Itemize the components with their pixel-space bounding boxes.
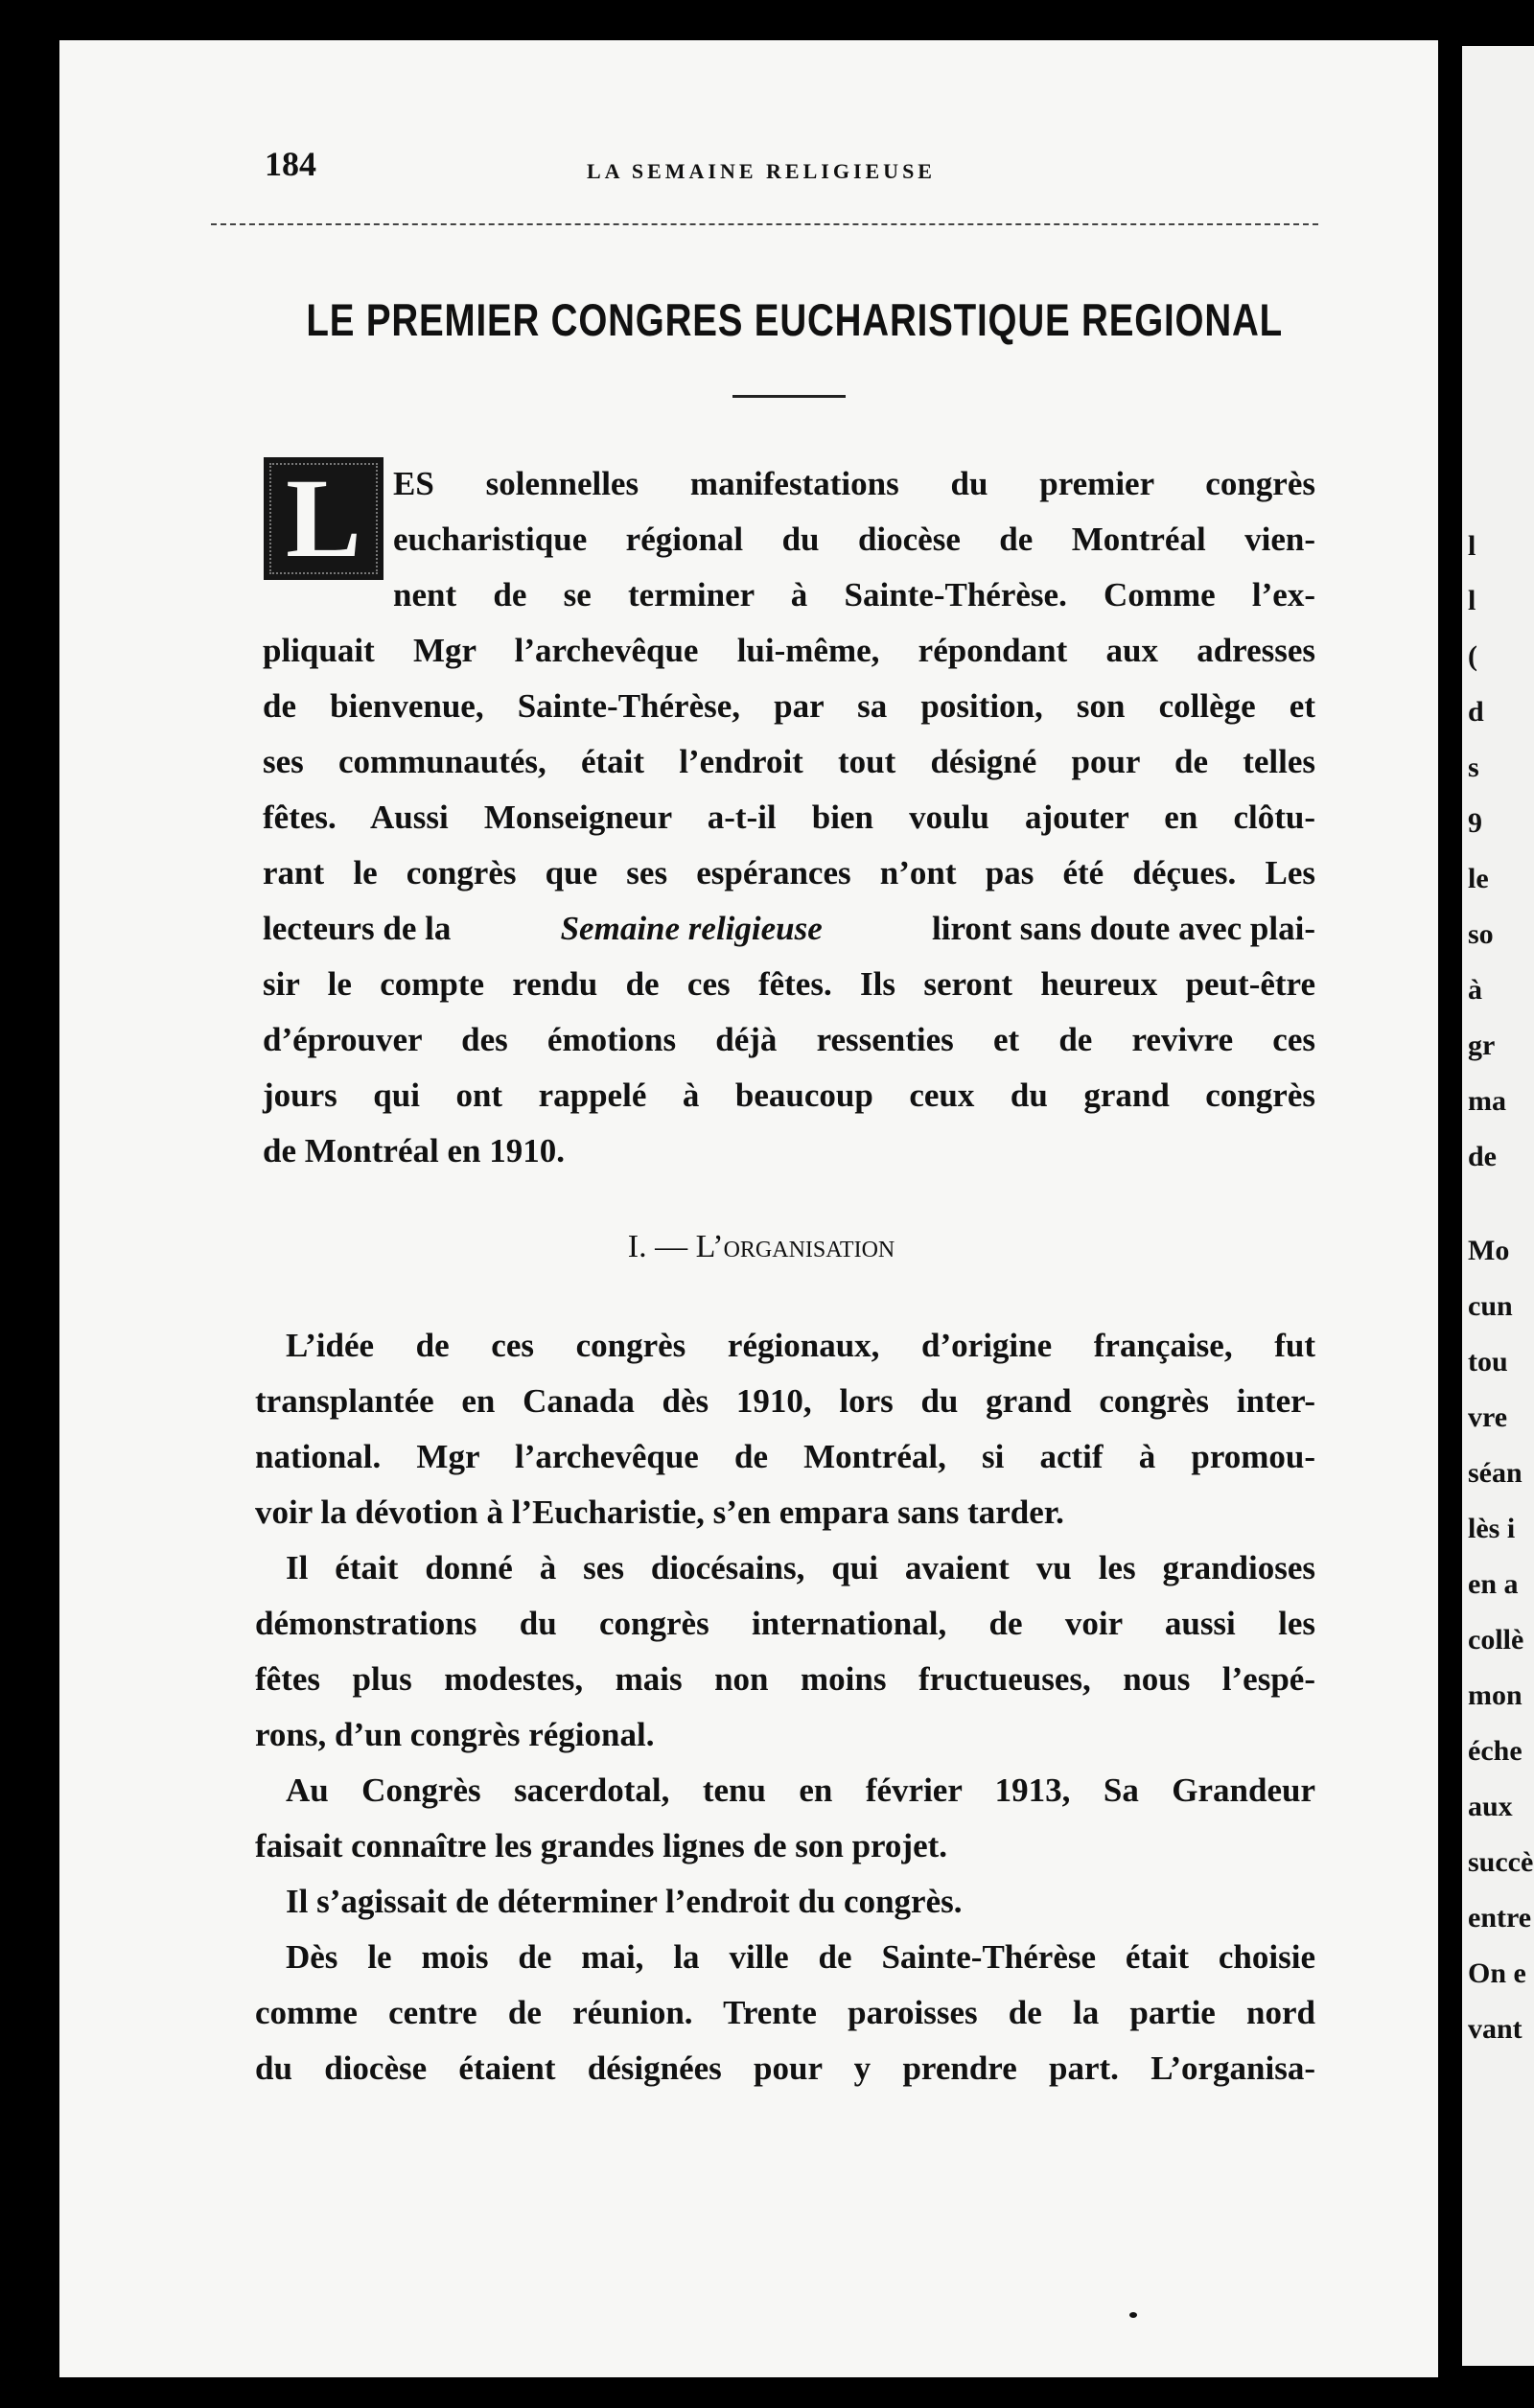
facing-fragment: collè: [1468, 1624, 1524, 1656]
text-line: eucharistique régional du diocèse de Montréal vien-: [393, 521, 1315, 558]
text-line: du diocèse étaient désignées pour y prendre part. L’organisa-: [255, 2049, 1315, 2087]
facing-page-edge: [1462, 46, 1534, 2366]
text-line: fêtes plus modestes, mais non moins fructueuses, nous l’espé-: [255, 1660, 1315, 1698]
title-rule: [732, 395, 846, 398]
text-line: d’éprouver des émotions déjà ressenties et de revivre ces: [263, 1021, 1315, 1058]
facing-fragment: cun: [1468, 1290, 1513, 1322]
facing-fragment: éche: [1468, 1735, 1522, 1767]
text-line: de bienvenue, Sainte-Thérèse, par sa position, son collège et: [263, 687, 1315, 725]
facing-fragment: vre: [1468, 1401, 1508, 1433]
text-line: fêtes. Aussi Monseigneur a-t-il bien voulu ajouter en clôtu-: [263, 799, 1315, 836]
facing-fragment: (: [1468, 640, 1477, 672]
text-line-with-italic: [263, 901, 1315, 957]
facing-fragment: ma: [1468, 1085, 1506, 1117]
facing-fragment: aux: [1468, 1791, 1513, 1822]
text-line: démonstrations du congrès international, de voir aussi les: [255, 1605, 1315, 1642]
facing-fragment: succè: [1468, 1846, 1534, 1878]
text-line: Dès le mois de mai, la ville de Sainte-Thérèse était choisie: [286, 1938, 1315, 1976]
text-line: comme centre de réunion. Trente paroisses de la partie nord: [255, 1994, 1315, 2031]
section-heading-title: organisation: [723, 1229, 895, 1264]
facing-fragment: 9: [1468, 807, 1482, 839]
facing-fragment: entre: [1468, 1902, 1532, 1933]
text-line: L’idée de ces congrès régionaux, d’origine française, fut: [286, 1327, 1315, 1364]
facing-fragment: vant: [1468, 2013, 1522, 2045]
intro-block-indented: [393, 456, 1315, 623]
facing-fragment: gr: [1468, 1030, 1496, 1061]
article-title: LE PREMIER CONGRES EUCHARISTIQUE REGIONAL: [306, 294, 1284, 345]
text-fragment: lecteurs de la: [263, 910, 452, 947]
facing-fragment: so: [1468, 918, 1494, 950]
page-number: 184: [265, 145, 316, 183]
facing-fragment: le: [1468, 863, 1489, 894]
facing-fragment: l: [1468, 585, 1476, 616]
text-line: voir la dévotion à l’Eucharistie, s’en empara sans tarder.: [255, 1493, 1064, 1531]
section-heading: [205, 1229, 1317, 1265]
facing-fragment: mon: [1468, 1679, 1522, 1711]
facing-fragment: On e: [1468, 1957, 1526, 1989]
text-line: jours qui ont rappelé à beaucoup ceux du grand congrès: [263, 1077, 1315, 1114]
facing-fragment: à: [1468, 974, 1482, 1006]
text-line: faisait connaître les grandes lignes de son projet.: [255, 1827, 948, 1864]
header-rule: [211, 223, 1318, 225]
ink-speck: [1129, 2312, 1137, 2318]
facing-fragment: l: [1468, 530, 1476, 562]
text-line: Il était donné à ses diocésains, qui avaient vu les grandioses: [286, 1549, 1315, 1586]
text-line: de Montréal en 1910.: [263, 1132, 565, 1169]
page-header: [205, 144, 1317, 201]
facing-fragment: Mo: [1468, 1235, 1510, 1266]
text-line: ES solennelles manifestations du premier congrès: [393, 465, 1315, 502]
text-line: rant le congrès que ses espérances n’ont pas été déçues. Les: [263, 854, 1315, 891]
text-line: transplantée en Canada dès 1910, lors du grand congrès inter-: [255, 1382, 1315, 1420]
facing-fragment: de: [1468, 1141, 1497, 1172]
section-body: [255, 1318, 1315, 2096]
text-line: pliquait Mgr l’archevêque lui-même, répondant aux adresses: [263, 632, 1315, 669]
text-line: Il s’agissait de déterminer l’endroit du congrès.: [286, 1883, 963, 1920]
text-line: rons, d’un congrès régional.: [255, 1716, 655, 1753]
facing-fragment: lès i: [1468, 1513, 1516, 1544]
drop-cap-initial: L: [264, 457, 384, 580]
text-line: Au Congrès sacerdotal, tenu en février 1913, Sa Grandeur: [286, 1771, 1315, 1809]
facing-fragment: s: [1468, 752, 1479, 783]
text-line: ses communautés, était l’endroit tout désigné pour de telles: [263, 743, 1315, 780]
text-line: nent de se terminer à Sainte-Thérèse. Comme l’ex-: [393, 576, 1315, 614]
text-line: sir le compte rendu de ces fêtes. Ils seront heureux peut-être: [263, 965, 1315, 1003]
text-line: national. Mgr l’archevêque de Montréal, si actif à promou-: [255, 1438, 1315, 1475]
facing-fragment: tou: [1468, 1346, 1508, 1378]
running-head: LA SEMAINE RELIGIEUSE: [587, 159, 936, 183]
intro-block: [263, 623, 1315, 1179]
publication-title-italic: Semaine religieuse: [560, 910, 823, 947]
section-heading-number: I. — L’: [627, 1229, 724, 1264]
facing-fragment: séan: [1468, 1457, 1522, 1489]
facing-fragment: d: [1468, 696, 1484, 728]
facing-fragment: en a: [1468, 1568, 1519, 1600]
text-fragment: liront sans doute avec plai-: [932, 910, 1315, 947]
